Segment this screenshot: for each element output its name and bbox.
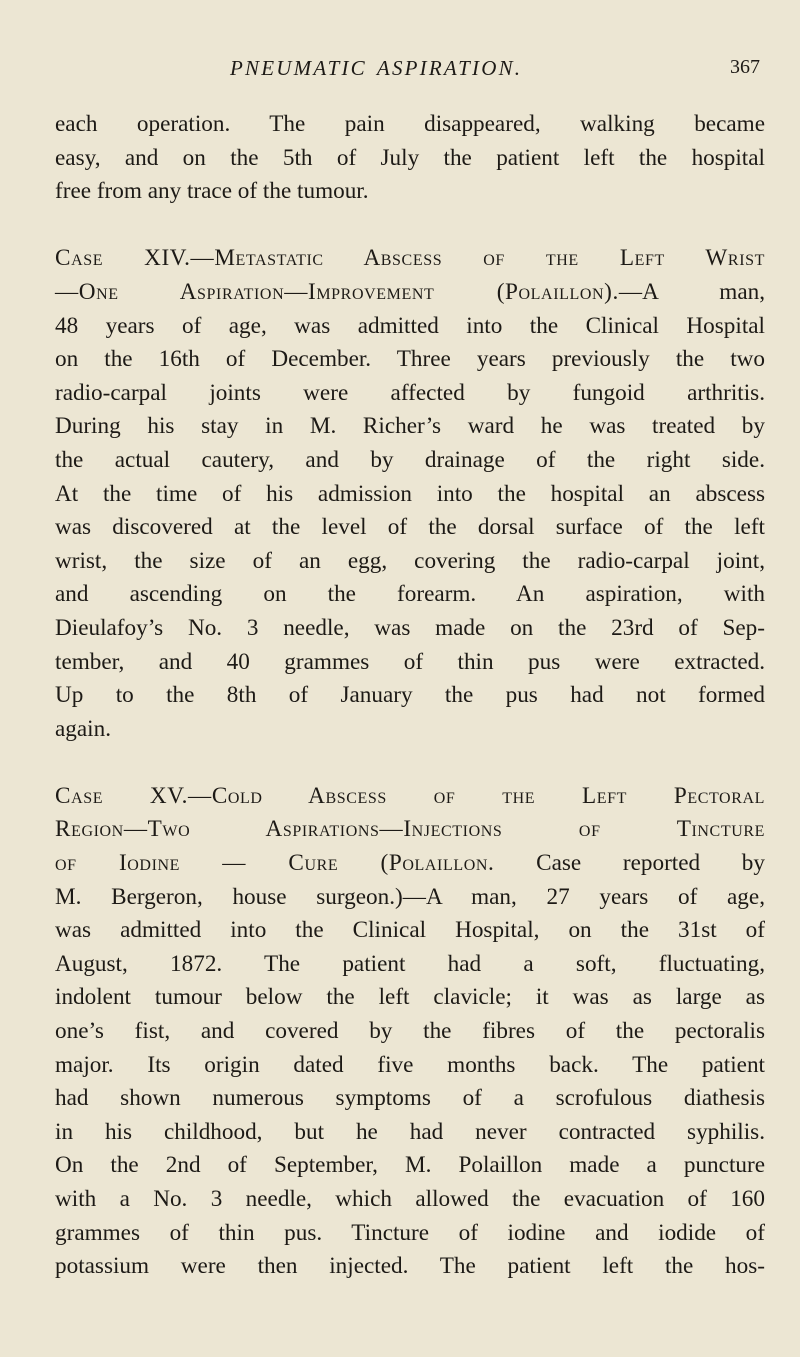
text-line: and ascending on the forearm. An aspiration, with	[55, 581, 765, 608]
text-line: potassium were then injected. The patient left the hos-	[55, 1253, 765, 1280]
paragraph-gap	[55, 209, 765, 243]
case-heading: —One Aspiration—Improvement (Polaillon).	[55, 278, 619, 305]
case-heading: Region—Two Aspirations—Injections of Tincture	[55, 816, 765, 843]
text-line: major. Its origin dated five months back. The patient	[55, 1051, 765, 1078]
text-line: again.	[55, 715, 112, 742]
text-line: wrist, the size of an egg, covering the radio-carpal joint,	[55, 547, 765, 574]
text-line	[55, 780, 765, 814]
text-line: At the time of his admission into the hospital an abscess	[55, 480, 765, 507]
text-line: with a No. 3 needle, which allowed the evacuation of 160	[55, 1186, 765, 1212]
body-text	[55, 108, 765, 1284]
paragraph-gap	[55, 746, 765, 780]
text-line: August, 1872. The patient had a soft, fluctuating,	[55, 950, 765, 977]
text-line: was admitted into the Clinical Hospital, on the 31st of	[55, 917, 765, 944]
text-line: grammes of thin pus. Tincture of iodine and iodide of	[55, 1219, 765, 1246]
paragraph-case-xiv	[55, 242, 765, 746]
text-line	[55, 813, 765, 847]
text-line: on the 16th of December. Three years previously the two	[55, 346, 765, 373]
paragraph-case-xv	[55, 780, 765, 1284]
case-heading: Case XV.—Cold Abscess of the Left Pectoral	[55, 782, 765, 809]
text-line: indolent tumour below the left clavicle; it was as large as	[55, 984, 765, 1011]
text-line: each operation. The pain disappeared, walking became	[55, 111, 765, 137]
text-line: Up to the 8th of January the pus had not formed	[55, 682, 765, 709]
paragraph-continuation	[55, 108, 765, 209]
text-line: radio-carpal joints were affected by fungoid arthritis.	[55, 379, 765, 406]
case-heading: of Iodine — Cure (Polaillon.	[55, 850, 495, 877]
text-line: one’s fist, and covered by the fibres of the pectoralis	[55, 1018, 765, 1045]
text-line: had shown numerous symptoms of a scrofulous diathesis	[55, 1085, 765, 1112]
text-line: in his childhood, but he had never contracted syphilis.	[55, 1118, 765, 1145]
text-line: free from any trace of the tumour.	[55, 178, 369, 205]
text-line: During his stay in M. Richer’s ward he was treated by	[55, 413, 765, 440]
text-line: M. Bergeron, house surgeon.)—A man, 27 years of age,	[55, 883, 765, 910]
text-line: 48 years of age, was admitted into the Clinical Hospital	[55, 312, 765, 339]
text-line	[55, 242, 765, 276]
text-line: tember, and 40 grammes of thin pus were extracted.	[55, 648, 765, 675]
running-title: PNEUMATIC ASPIRATION.	[230, 56, 523, 80]
case-heading: Case XIV.—Metastatic Abscess of the Left Wrist	[55, 245, 765, 272]
text-line: was discovered at the level of the dorsal surface of the left	[55, 514, 765, 541]
text-line: easy, and on the 5th of July the patient left the hospital	[55, 144, 765, 171]
text-line: the actual cautery, and by drainage of the right side.	[55, 446, 765, 473]
text-line: of Iodine — Cure (Polaillon. Case reported by	[55, 850, 765, 877]
text-line: On the 2nd of September, M. Polaillon made a puncture	[55, 1152, 765, 1179]
text-line: Dieulafoy’s No. 3 needle, was made on the 23rd of Sep-	[55, 614, 765, 641]
text-line: —One Aspiration—Improvement (Polaillon).—A man,	[55, 278, 766, 305]
page-number: 367	[730, 56, 760, 78]
